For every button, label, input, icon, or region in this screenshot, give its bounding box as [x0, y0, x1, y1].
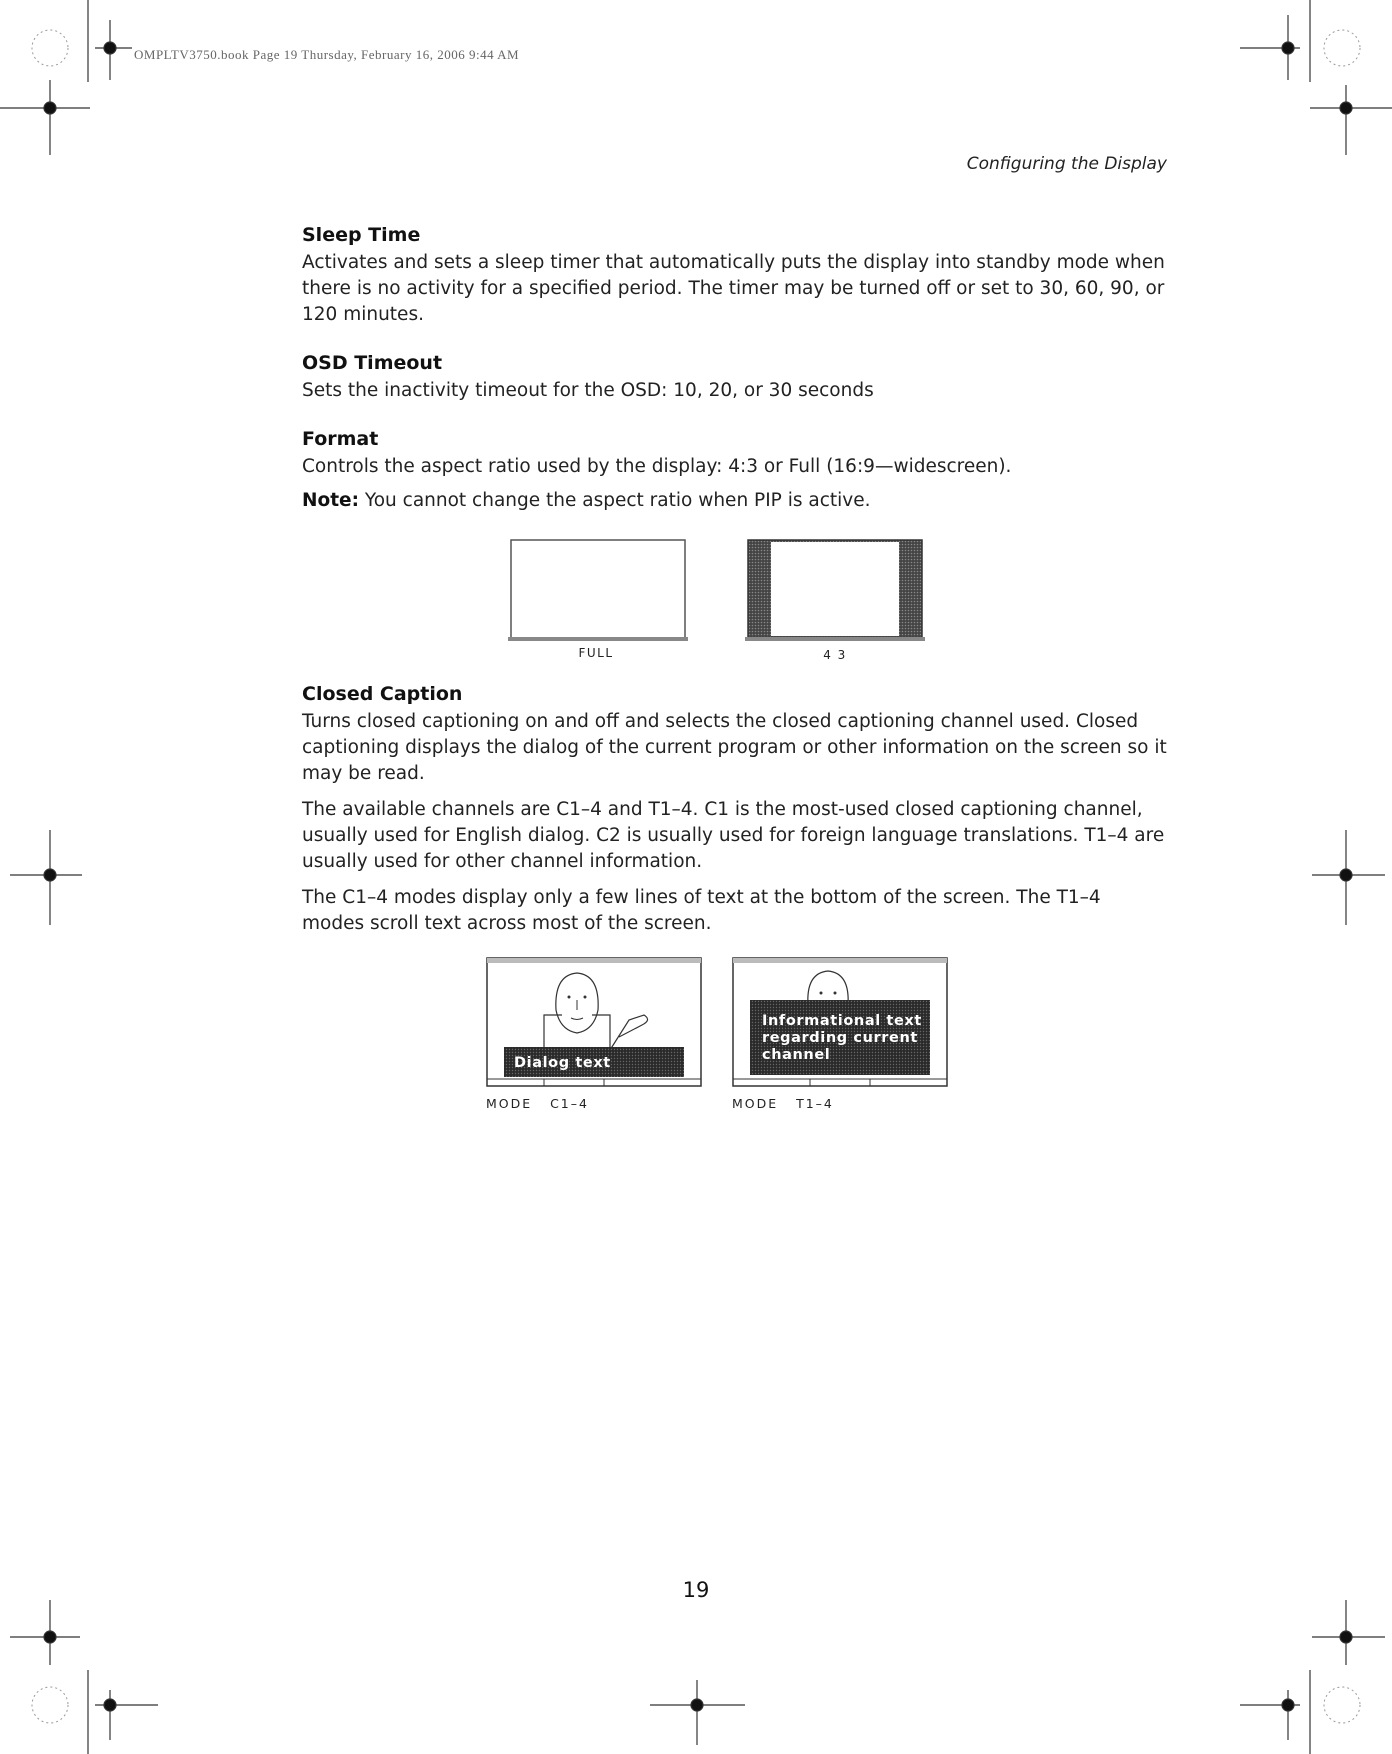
format-body: Controls the aspect ratio used by the display: 4:3 or Full (16:9—widescreen). [302, 456, 1012, 477]
mode-c-label: MODE C1–4 [486, 1096, 589, 1111]
four-three-label: 4 3 [823, 648, 847, 662]
info-text-line-3: channel [762, 1047, 831, 1063]
sleep-time-body: Activates and sets a sleep timer that automatically puts the display into standby mode when there is no activity for a specified period. The timer may be turned off or set to 30, 60, 90, or 120 minutes. [302, 252, 1165, 325]
sleep-time-heading: Sleep Time [302, 224, 421, 246]
closed-caption-section [302, 683, 1168, 937]
sleep-time-section [302, 224, 1168, 328]
print-header: OMPLTV3750.book Page 19 Thursday, February 16, 2006 9:44 AM [134, 47, 520, 62]
osd-timeout-body: Sets the inactivity timeout for the OSD: 10, 20, or 30 seconds [302, 380, 874, 401]
closed-caption-heading: Closed Caption [302, 683, 463, 705]
closed-caption-para2: The available channels are C1–4 and T1–4. C1 is the most-used closed captioning channel, usually used for English dialog. C2 is usually used for foreign language translations. T1–4 are usually used for other channel information. [302, 799, 1165, 872]
note-text: You cannot change the aspect ratio when PIP is active. [364, 490, 871, 511]
note-label: Note: [302, 490, 359, 511]
running-head: Configuring the Display [966, 154, 1167, 174]
informational-text-caption [762, 1013, 922, 1064]
full-label: FULL [578, 646, 614, 660]
page-number: 19 [682, 1578, 710, 1602]
osd-timeout-heading: OSD Timeout [302, 352, 443, 374]
info-text-line-2: regarding current [762, 1030, 918, 1046]
full-screen-icon [511, 540, 685, 638]
dialog-text-caption: Dialog text [514, 1055, 611, 1071]
format-note [302, 488, 1168, 514]
closed-caption-para3: The C1–4 modes display only a few lines of text at the bottom of the screen. The T1–4 modes scroll text across most of the screen. [302, 887, 1101, 934]
mode-t-label: MODE T1–4 [732, 1096, 834, 1111]
format-heading: Format [302, 428, 379, 450]
osd-timeout-section [302, 352, 1168, 404]
closed-caption-para1: Turns closed captioning on and off and selects the closed captioning channel used. Closed captioning displays the dialog of the current program or other information on the screen so it may be read. [302, 711, 1167, 784]
info-text-line-1: Informational text [762, 1013, 922, 1029]
format-section [302, 428, 1168, 514]
